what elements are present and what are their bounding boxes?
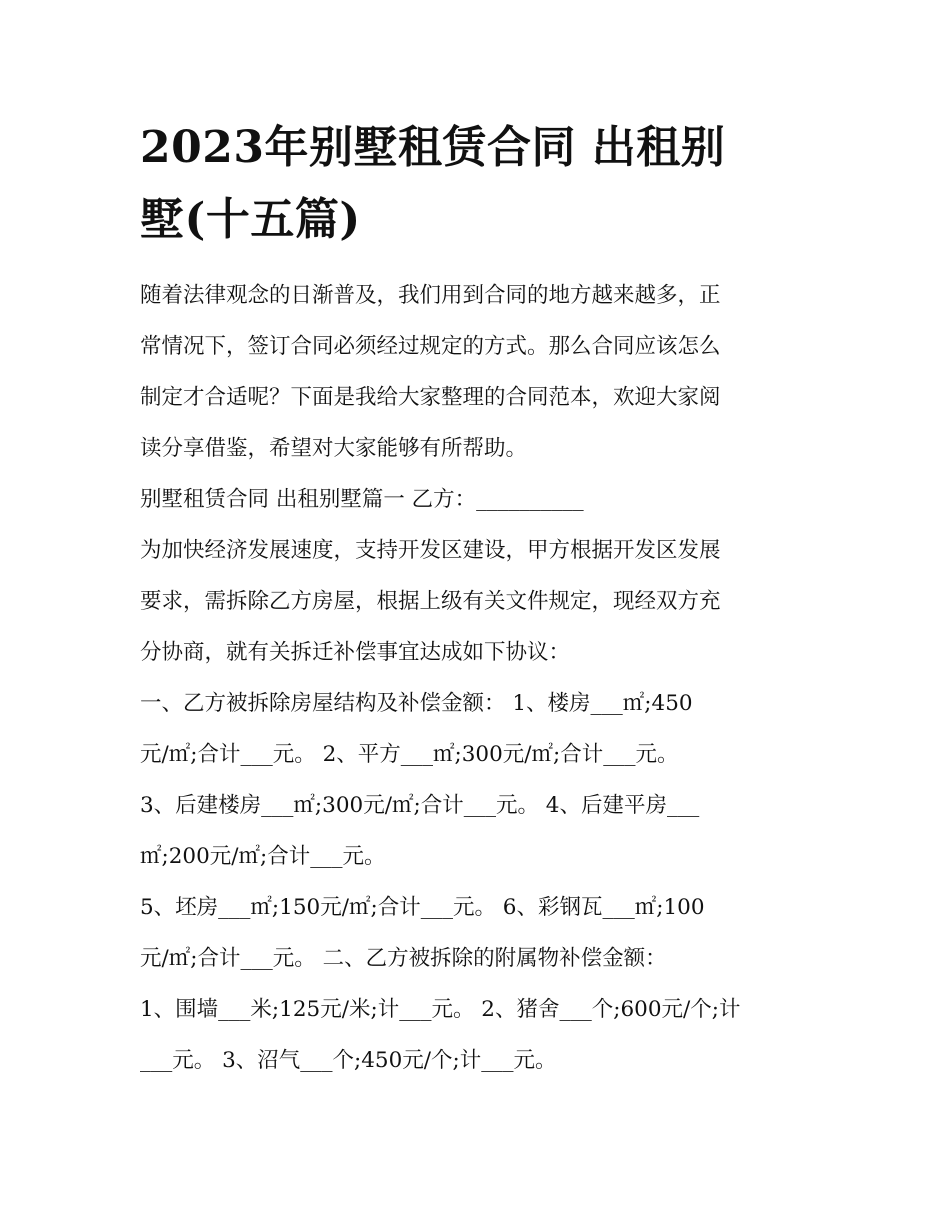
document-page [140,112,820,1086]
text-line: 随着法律观念的日渐普及，我们用到合同的地方越来越多，正 [140,283,721,308]
document-title [140,112,820,256]
text-line: ___元。 3、沼气___个;450元/个;计___元。 [140,1048,557,1073]
text-line: 要求，需拆除乙方房屋，根据上级有关文件规定，现经双方充 [140,589,721,614]
title-line-2: 墅(十五篇) [140,194,361,245]
text-line: 读分享借鉴，希望对大家能够有所帮助。 [140,436,528,461]
text-line: 制定才合适呢？下面是我给大家整理的合同范本，欢迎大家阅 [140,385,721,410]
text-line: 5、坯房___㎡;150元/㎡;合计___元。 6、彩钢瓦___㎡;100 [140,895,705,920]
text-line: 为加快经济发展速度，支持开发区建设，甲方根据开发区发展 [140,538,721,563]
text-line: 常情况下，签订合同必须经过规定的方式。那么合同应该怎么 [140,334,721,359]
text-line: 元/㎡;合计___元。 2、平方___㎡;300元/㎡;合计___元。 [140,742,679,767]
text-line: 1、围墙___米;125元/米;计___元。 2、猪舍___个;600元/个;计 [140,997,741,1022]
text-line: 3、后建楼房___㎡;300元/㎡;合计___元。 4、后建平房___ [140,793,700,818]
text-line: 元/㎡;合计___元。 二、乙方被拆除的附属物补偿金额： [140,946,667,971]
title-line-1: 2023年别墅租赁合同 出租别 [140,122,726,173]
text-line: 分协商，就有关拆迁补偿事宜达成如下协议： [140,640,571,665]
text-line: ㎡;200元/㎡;合计___元。 [140,844,386,869]
section-heading-line: 别墅租赁合同 出租别墅篇一 乙方：__________ [140,487,584,512]
document-body [140,270,820,1086]
text-line: 一、乙方被拆除房屋结构及补偿金额： 1、楼房___㎡;450 [140,691,693,716]
